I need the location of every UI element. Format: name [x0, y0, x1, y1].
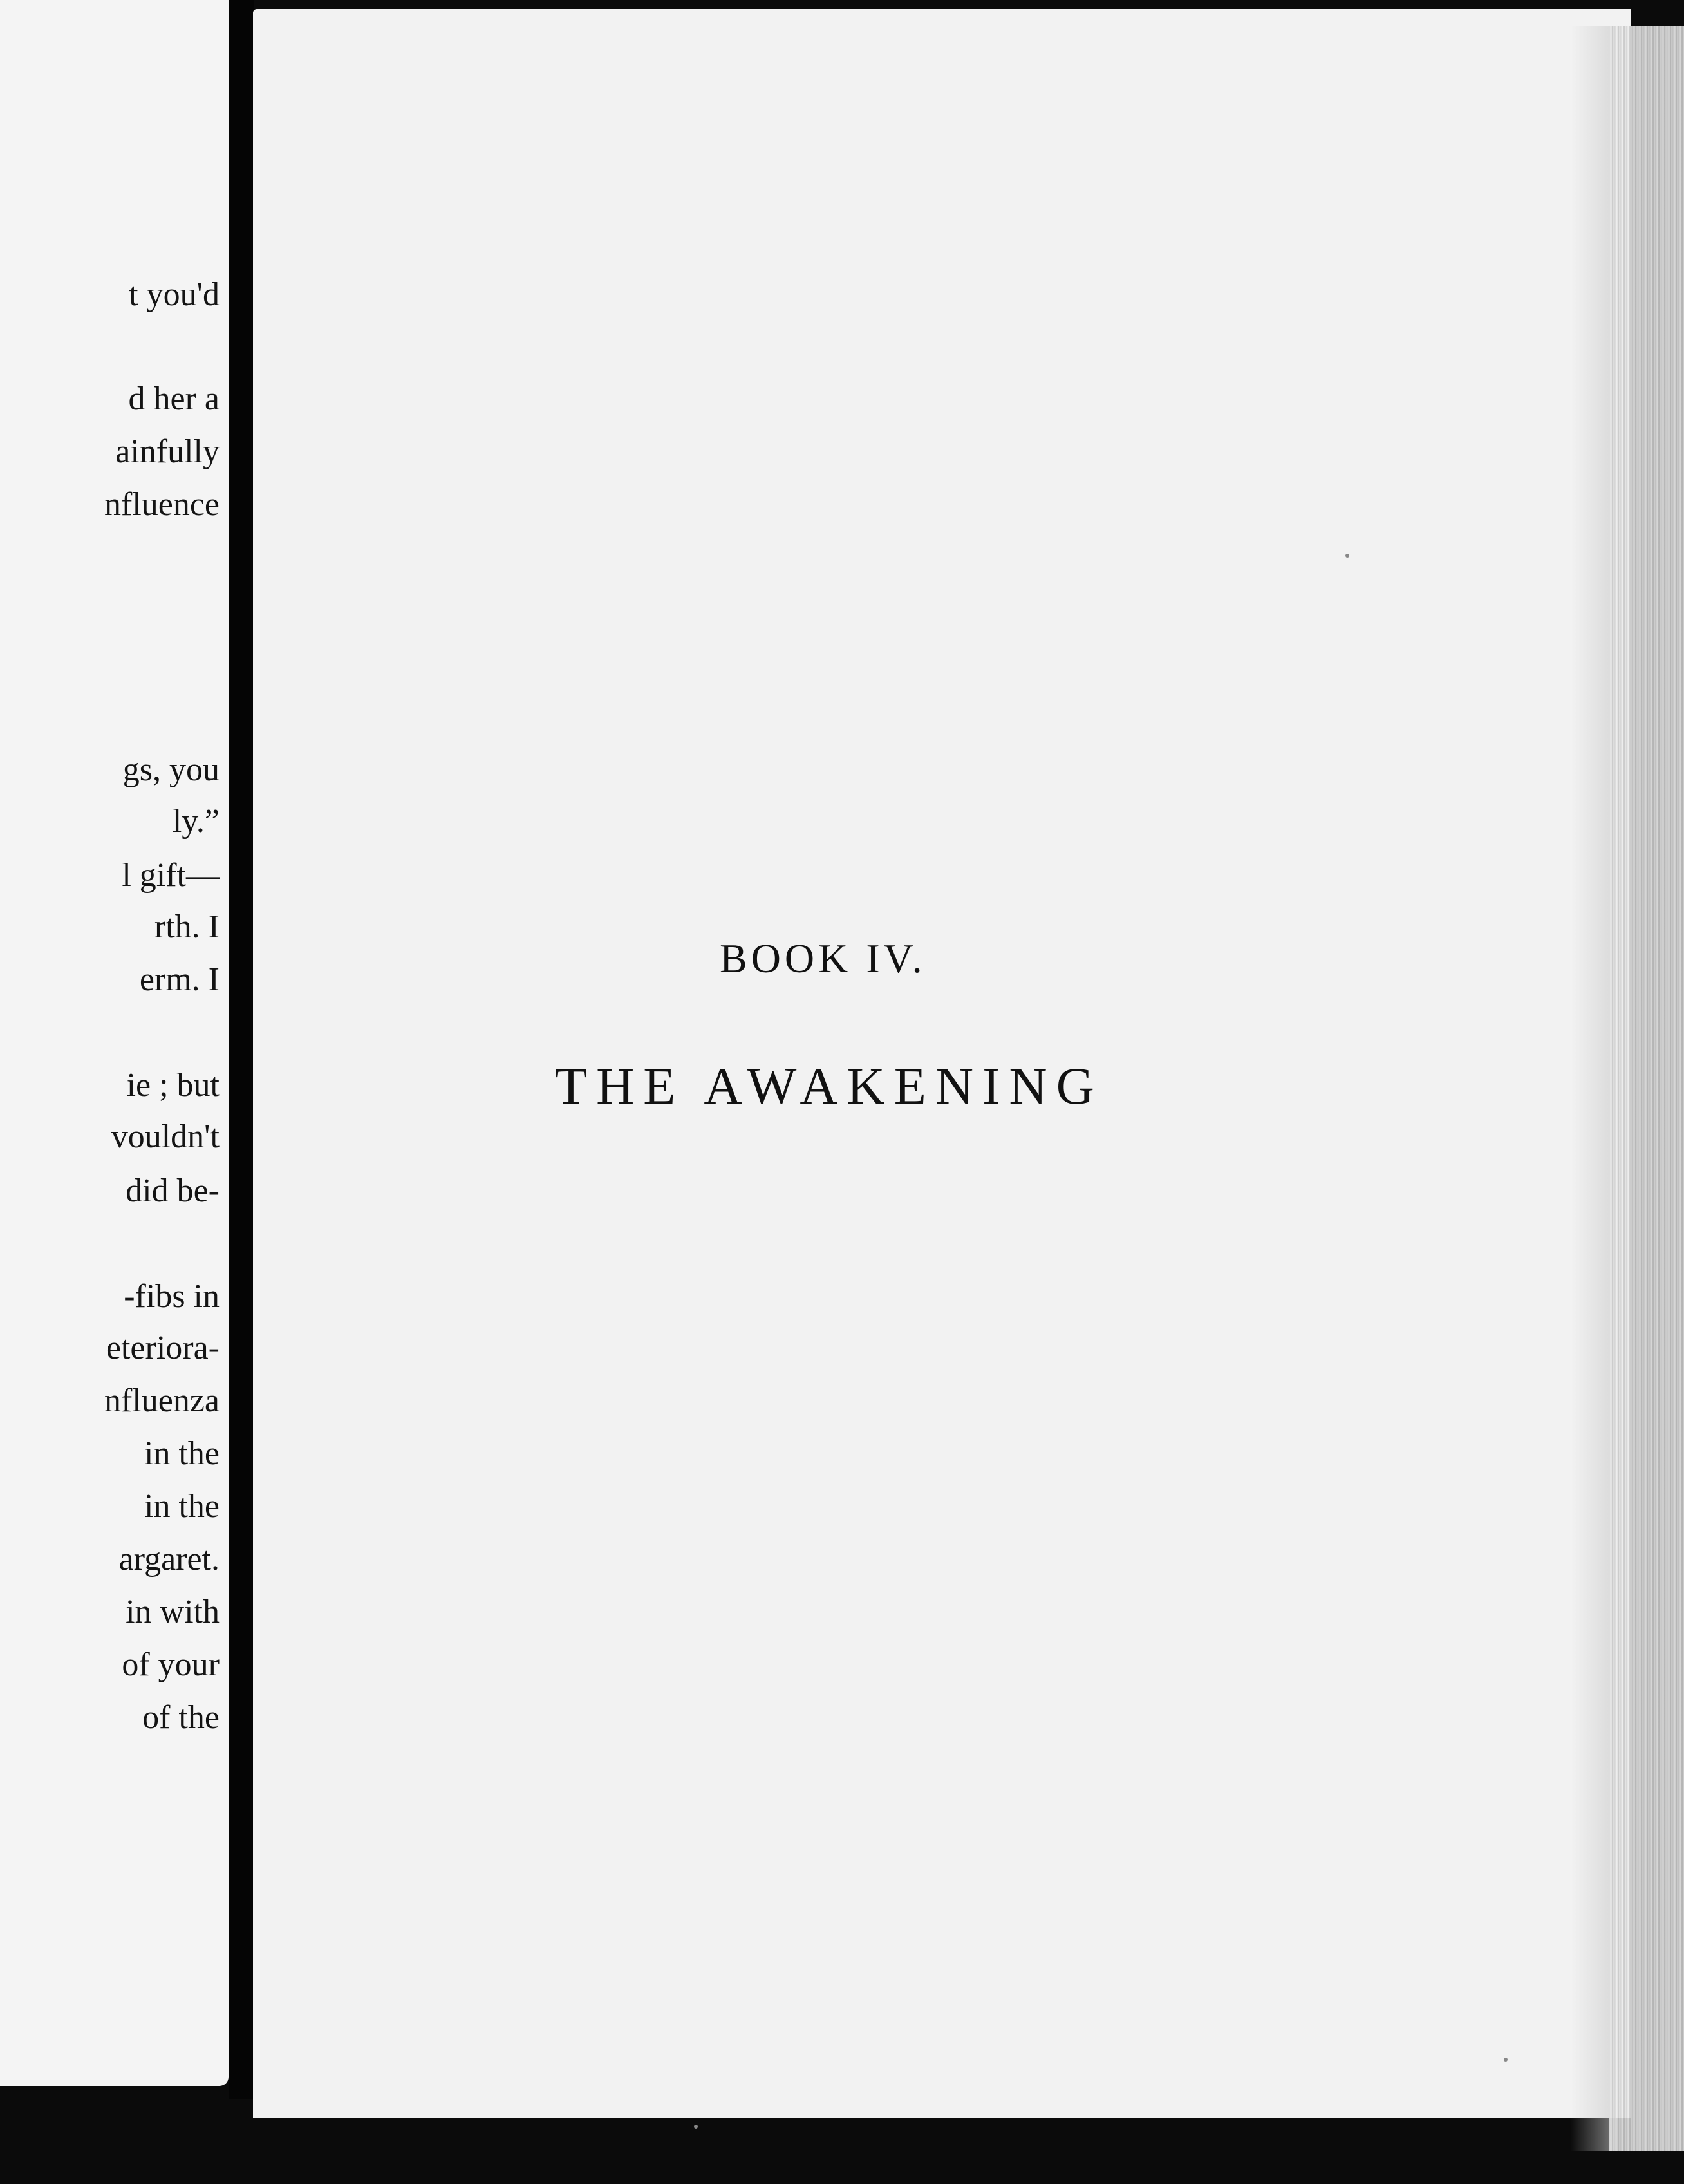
left-page-line: erm. I — [139, 961, 220, 998]
scan-speck — [694, 2125, 698, 2129]
book-number-heading: BOOK IV. — [720, 936, 926, 981]
scan-speck — [1345, 554, 1349, 558]
left-page-line: ainfully — [115, 433, 220, 470]
book-title-heading: THE AWAKENING — [555, 1057, 1103, 1115]
page-edges — [1609, 26, 1684, 2151]
left-page-line: in with — [126, 1594, 220, 1630]
left-page-line: eteriora- — [106, 1330, 220, 1366]
left-page-line: t you'd — [129, 276, 220, 313]
left-page-line: nfluenza — [104, 1382, 220, 1419]
left-page-line: of the — [142, 1699, 220, 1736]
left-page-line: ie ; but — [126, 1067, 220, 1104]
scan-speck — [1504, 2058, 1508, 2062]
left-page-line: of your — [122, 1646, 220, 1683]
left-page-line: d her a — [128, 381, 220, 417]
left-page-line: in the — [144, 1435, 220, 1472]
left-page-line: l gift— — [122, 857, 220, 894]
left-page-line: -fibs in — [124, 1278, 220, 1315]
left-page-line: nfluence — [104, 486, 220, 523]
left-page-line: rth. I — [154, 908, 220, 945]
left-page-line: argaret. — [118, 1541, 220, 1577]
left-page-line: vouldn't — [111, 1118, 220, 1155]
book-gutter — [229, 0, 254, 2099]
left-page-line: ly.” — [172, 803, 220, 840]
left-page-line: did be- — [126, 1172, 220, 1209]
left-page-line: in the — [144, 1488, 220, 1525]
left-page-line: gs, you — [122, 751, 220, 788]
left-page — [0, 0, 229, 2086]
